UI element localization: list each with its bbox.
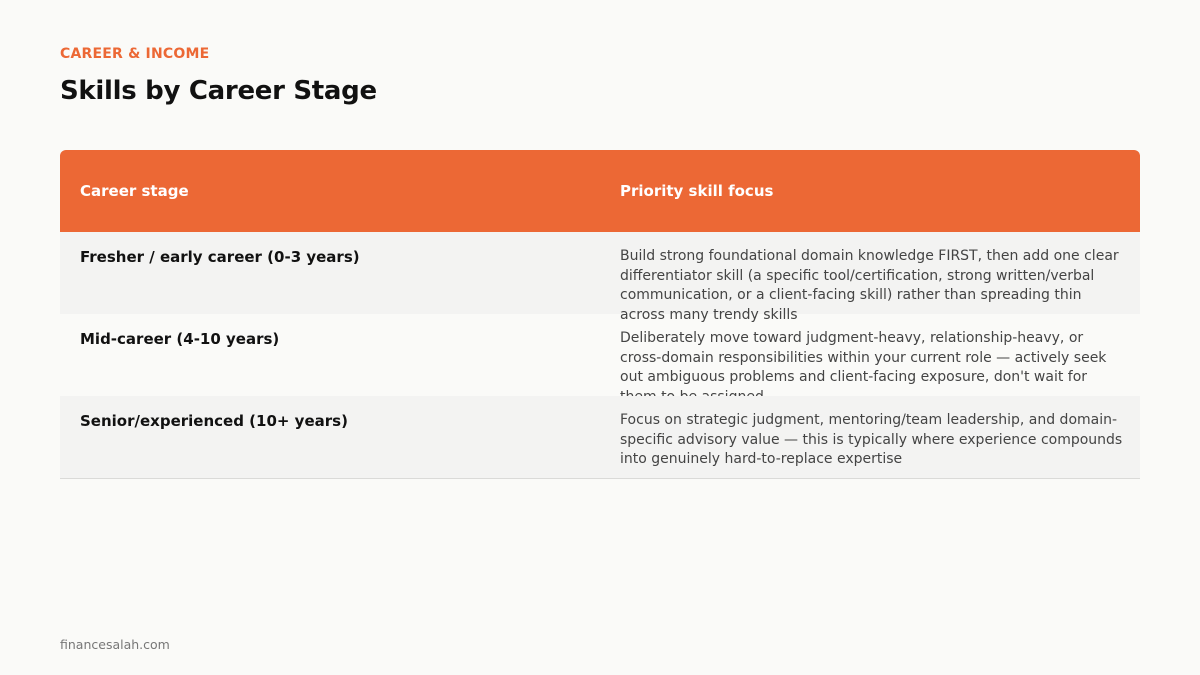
career-stage-cell: Mid-career (4-10 years) — [80, 330, 280, 348]
skill-focus-cell: Build strong foundational domain knowledge FIRST, then add one clear differentiator skill (a specific tool/certification, strong written/verbal communication, or a client-facing skill) rather than spreading thin across many trendy skills — [620, 248, 1119, 323]
column-header-priority-skill-focus: Priority skill focus — [620, 182, 774, 200]
table-row — [60, 396, 1140, 479]
skills-table — [60, 150, 1140, 479]
career-stage-cell: Fresher / early career (0-3 years) — [80, 248, 360, 266]
section-kicker: CAREER & INCOME — [60, 46, 210, 62]
skill-focus-cell: Deliberately move toward judgment-heavy, relationship-heavy, or cross-domain responsibilities within your current role — actively seek out ambiguous problems and client-facing exposure, don't wait for — [620, 330, 1107, 385]
page-title: Skills by Career Stage — [60, 76, 377, 106]
column-header-career-stage: Career stage — [80, 182, 189, 200]
career-stage-cell: Senior/experienced (10+ years) — [80, 412, 348, 430]
table-row — [60, 314, 1140, 396]
table-row — [60, 232, 1140, 323]
table-header — [60, 150, 1140, 232]
footer-source: financesalah.com — [60, 637, 170, 652]
skill-focus-cell: Focus on strategic judgment, mentoring/team leadership, and domain-specific advisory value — this is typically where experience compounds into genuinely hard-to-replace expertise — [620, 412, 1123, 467]
